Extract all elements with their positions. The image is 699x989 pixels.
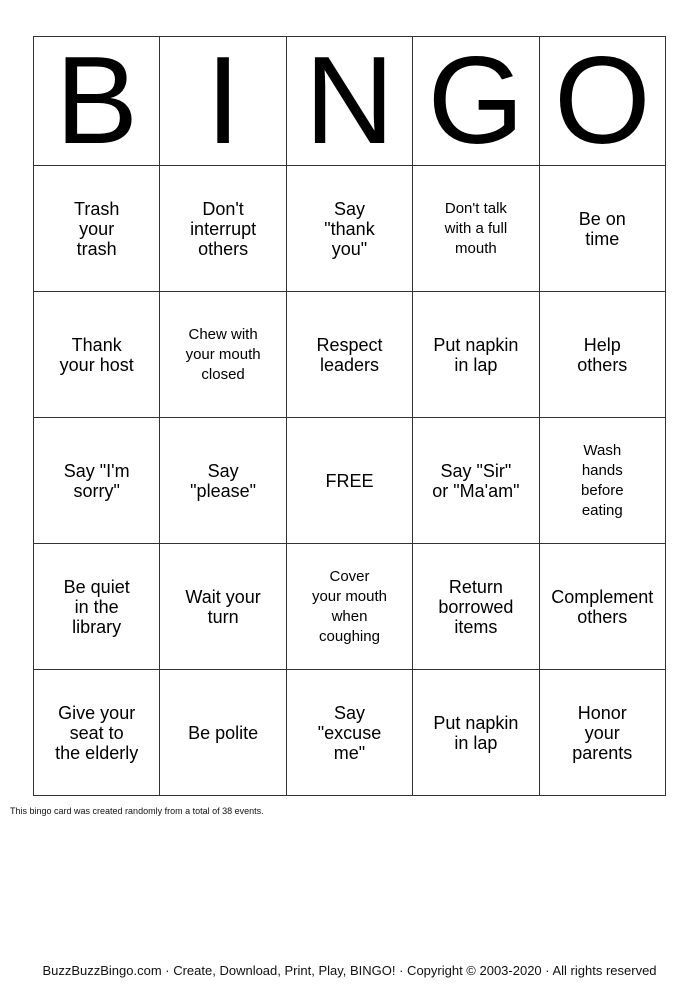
bingo-cell: Be polite bbox=[160, 670, 286, 796]
bingo-cell: Cover your mouth when coughing bbox=[287, 544, 413, 670]
free-space: FREE bbox=[287, 418, 413, 544]
bingo-cell: Be on time bbox=[540, 166, 666, 292]
card-note: This bingo card was created randomly from a total of 38 events. bbox=[10, 806, 264, 816]
bingo-cell: Say "Sir" or "Ma'am" bbox=[413, 418, 539, 544]
bingo-cell: Trash your trash bbox=[34, 166, 160, 292]
bingo-cell: Thank your host bbox=[34, 292, 160, 418]
bingo-cell: Return borrowed items bbox=[413, 544, 539, 670]
bingo-cell: Wash hands before eating bbox=[540, 418, 666, 544]
bingo-cell: Don't talk with a full mouth bbox=[413, 166, 539, 292]
bingo-cell: Respect leaders bbox=[287, 292, 413, 418]
bingo-cell: Honor your parents bbox=[540, 670, 666, 796]
header-letter-o: O bbox=[540, 37, 666, 166]
bingo-cell: Say "I'm sorry" bbox=[34, 418, 160, 544]
header-letter-i: I bbox=[160, 37, 286, 166]
footer-copyright: BuzzBuzzBingo.com · Create, Download, Print, Play, BINGO! · Copyright © 2003-2020 · All rights reserved bbox=[42, 963, 657, 978]
bingo-cell: Say "excuse me" bbox=[287, 670, 413, 796]
bingo-cell: Chew with your mouth closed bbox=[160, 292, 286, 418]
header-letter-b: B bbox=[34, 37, 160, 166]
bingo-cell: Say "thank you" bbox=[287, 166, 413, 292]
bingo-cell: Don't interrupt others bbox=[160, 166, 286, 292]
bingo-cell: Complement others bbox=[540, 544, 666, 670]
bingo-cell: Give your seat to the elderly bbox=[34, 670, 160, 796]
bingo-card bbox=[33, 32, 666, 796]
bingo-cell: Put napkin in lap bbox=[413, 292, 539, 418]
bingo-cell: Be quiet in the library bbox=[34, 544, 160, 670]
bingo-cell: Wait your turn bbox=[160, 544, 286, 670]
bingo-cell: Help others bbox=[540, 292, 666, 418]
bingo-cell: Put napkin in lap bbox=[413, 670, 539, 796]
header-letter-n: N bbox=[287, 37, 413, 166]
header-letter-g: G bbox=[413, 37, 539, 166]
bingo-cell: Say "please" bbox=[160, 418, 286, 544]
